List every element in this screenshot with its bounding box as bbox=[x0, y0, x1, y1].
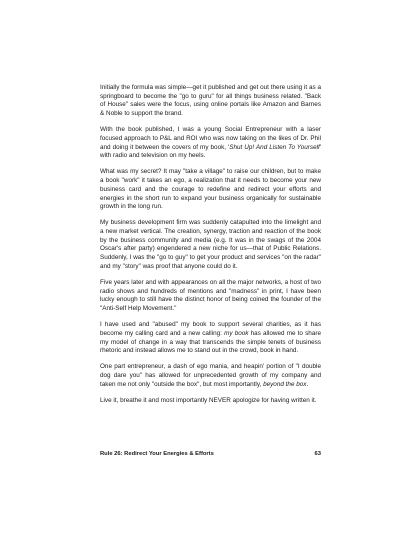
body-text bbox=[100, 84, 321, 413]
running-footer-title: Rule 26: Redirect Your Energies & Efforts bbox=[100, 451, 214, 457]
paragraph-1: Initially the formula was simple—get it published and get out there using it as a springboard to become the "go to guru" for all things business related. "Back of House" sales were the focus, using online portals like Amazon and Barnes & Noble to support the brand. bbox=[100, 84, 321, 118]
paragraph-6-text-a: I have used and "abused" my book to support several charities, as it has become my calling card and a new calling: bbox=[100, 321, 321, 337]
page-number: 63 bbox=[314, 451, 321, 457]
paragraph-7-text-b: . bbox=[306, 380, 309, 388]
paragraph-4: My business development firm was suddenly catapulted into the limelight and a new market vertical. The creation, synergy, traction and reaction of the book by the business community and media (e.g. It was in the swags of the 2004 Oscar's after party) engendered a new niche for us—that of Public Relations. Suddenly, I was the "go to guy" to get your product and services "on the radar" and my "story" was proof that anyone could do it. bbox=[100, 219, 321, 270]
paragraph-6-text-b: has allowed me to share my model of change in a way that transcends the simple tenets of business rhetoric and instead allows me to stand out in the crowd, book in hand. bbox=[100, 329, 321, 355]
paragraph-2-text-a: With the book published, I was a young Social Entrepreneur with a laser focused approach to P&L and ROI who was now taking on the likes of Dr. Phil and doing it between the covers of my book, ' bbox=[100, 126, 321, 151]
paragraph-2 bbox=[100, 126, 321, 161]
paragraph-3: What was my secret? It may "take a village" to raise our children, but to make a book "work" it takes an ego, a realization that it needs to become your new business card and the courage to redefine and redirect your efforts and energies in the short run to expand your business organically for sustainable growth in the long run. bbox=[100, 168, 321, 211]
paragraph-2-text-b: ' with radio and television on my heels. bbox=[100, 143, 321, 160]
paragraph-6 bbox=[100, 321, 321, 356]
book-title-italic: Shut Up! And Listen To Yourself bbox=[229, 143, 320, 151]
paragraph-7 bbox=[100, 363, 321, 389]
beyond-the-box-italic: beyond the box bbox=[263, 380, 307, 388]
paragraph-5: Five years later and with appearances on all the major networks, a host of two radio shows and hundreds of mentions and "madness" in print, I have been lucky enough to still have the distinct honor of being coined the founder of the "Anti-Self Help Movement." bbox=[100, 278, 321, 313]
page-footer bbox=[100, 450, 321, 458]
my-book-italic: my book bbox=[224, 329, 249, 337]
paragraph-7-text-a: One part entrepreneur, a dash of ego mania, and heapin' portion of "I double dog dare you" has allowed for unprecedented growth of my company and taken me not only "outside the box", but most importantly, bbox=[100, 363, 321, 388]
paragraph-8: Live it, breathe it and most importantly NEVER apologize for having written it. bbox=[100, 396, 317, 404]
